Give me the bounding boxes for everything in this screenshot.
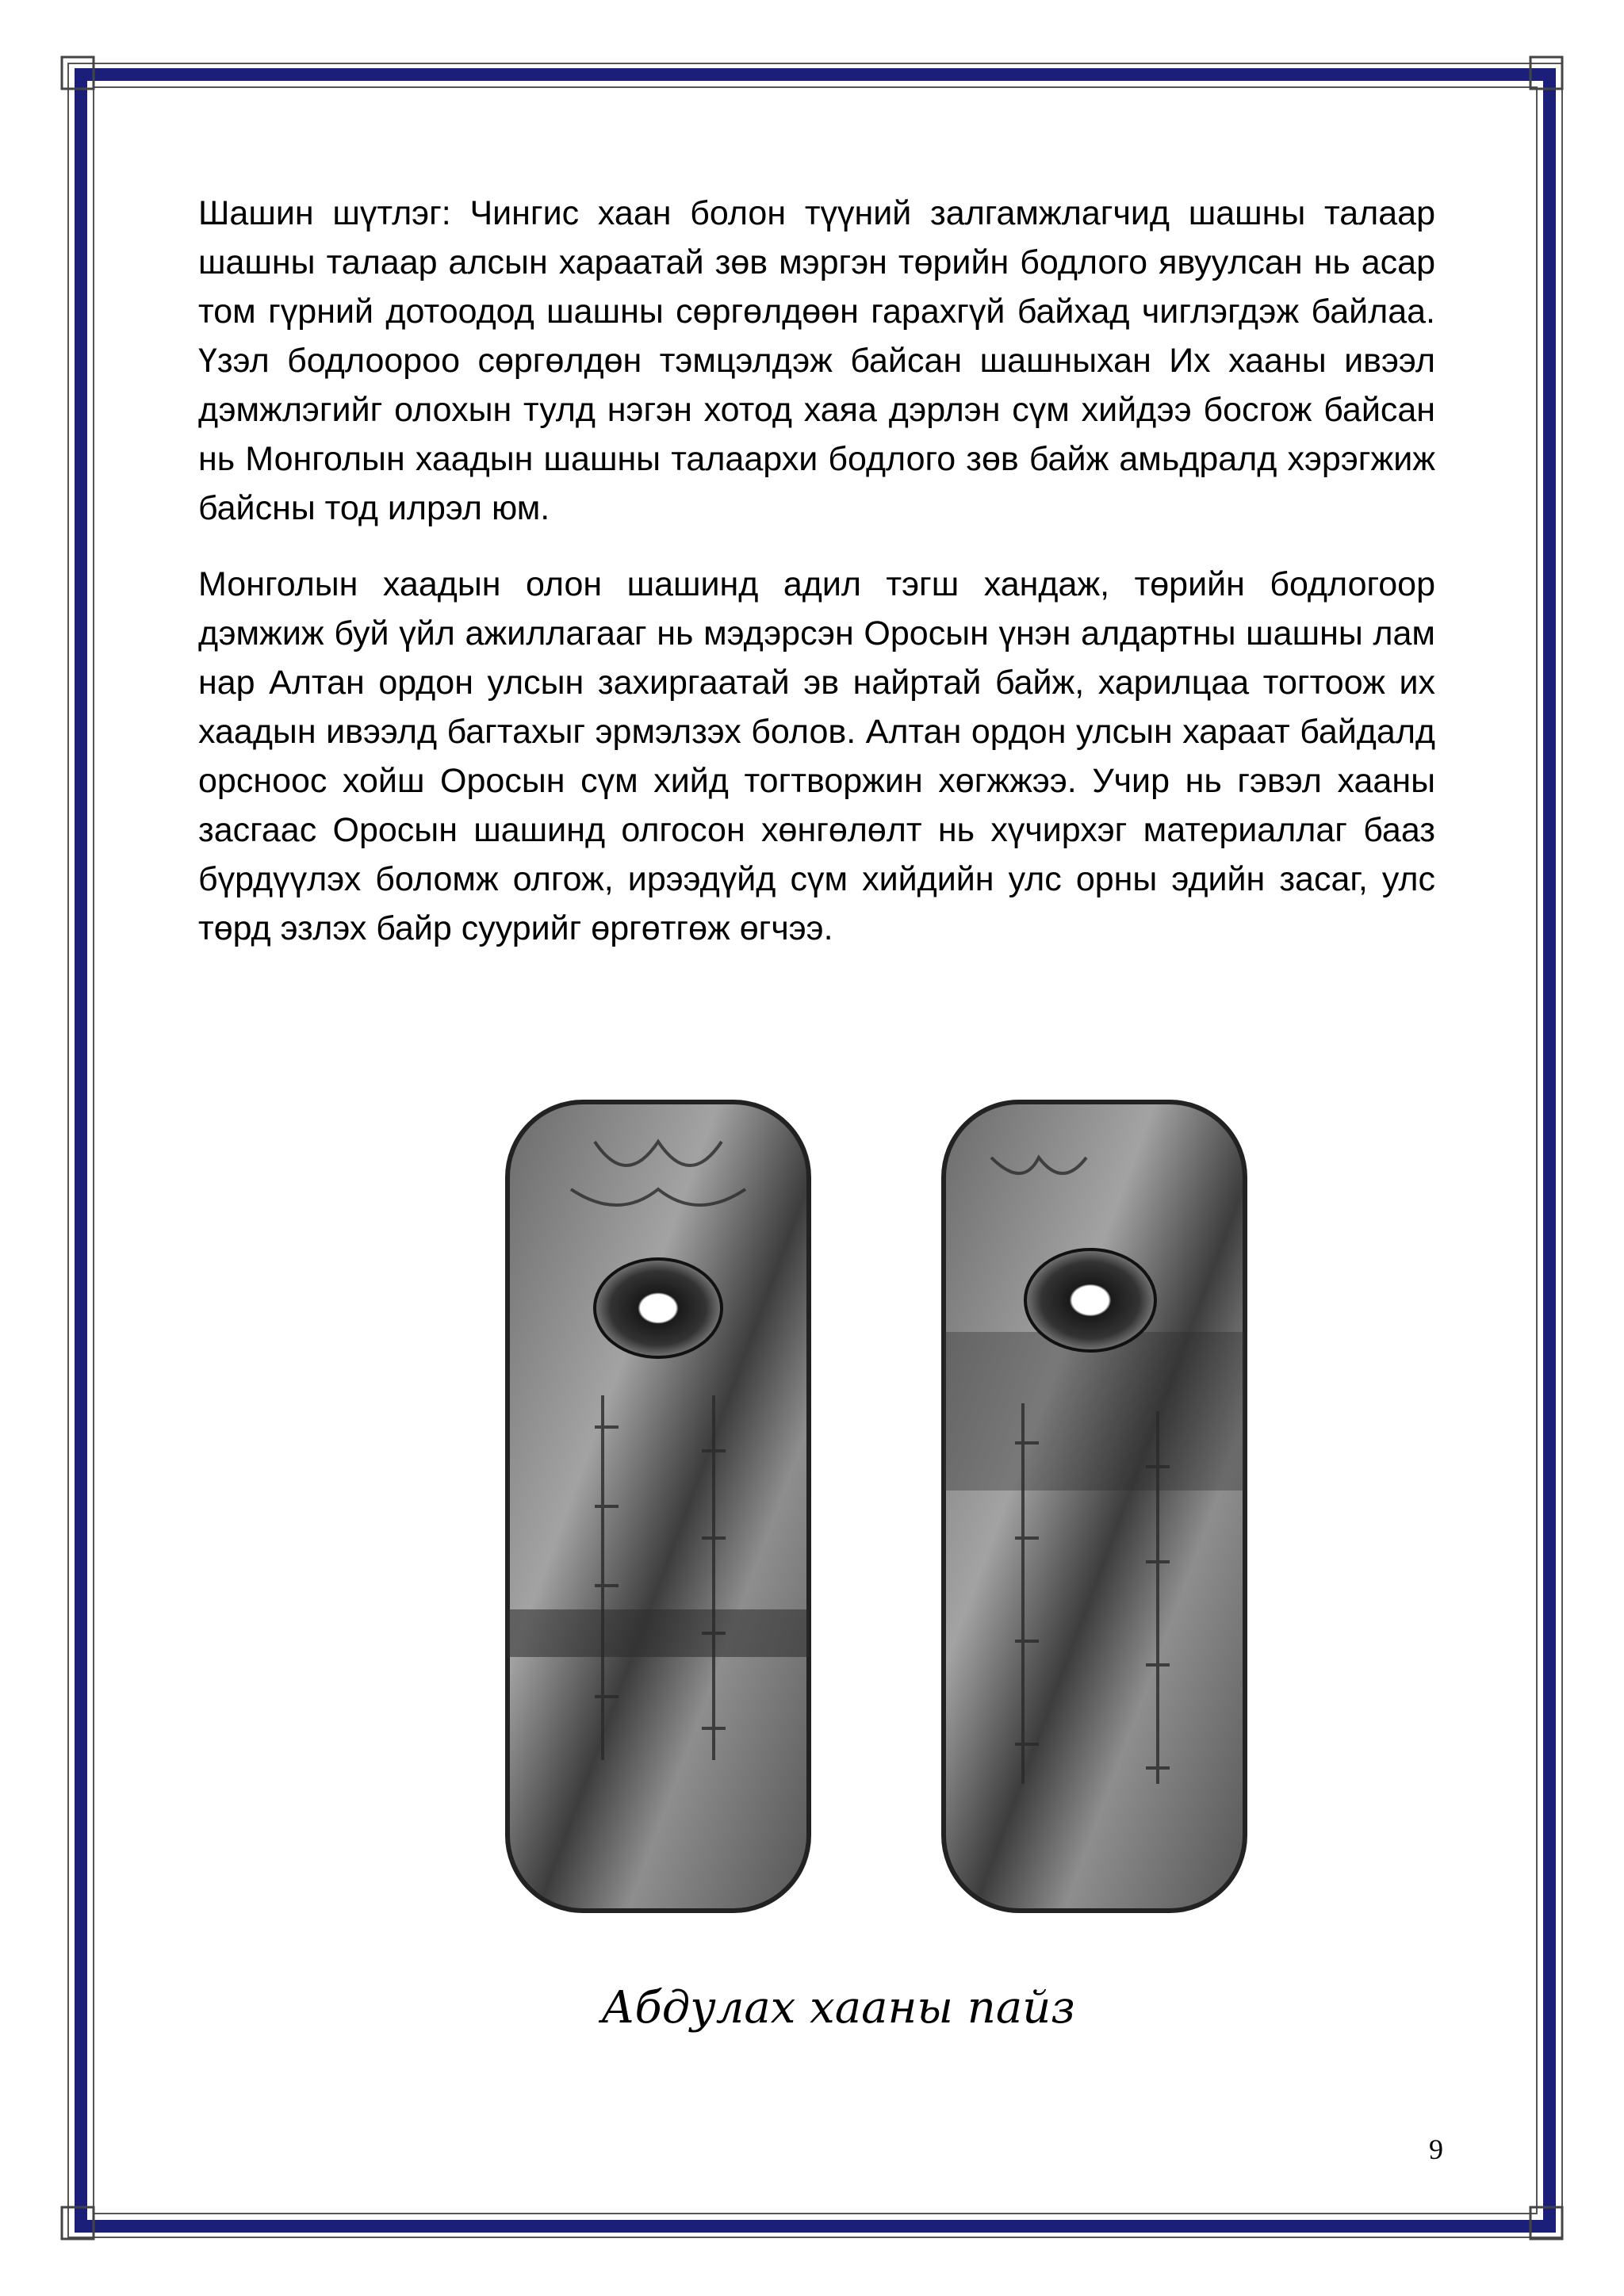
paragraph-orthodox-church: Монголын хаадын олон шашинд адил тэгш хандаж, төрийн бодлогоор дэмжиж буй үйл ажиллагааг нь мэдэрсэн Оросын үнэн алдартны шашны лам нар Алтан ордон улсын захиргаатай эв найртай байж, харилцаа тогтоож их хаадын ивээлд багтахыг эрмэлзэх болов. Алтан ордон улсын хараат байдалд орсноос хойш Оросын сүм хийд тогтворжин хөгжжээ. Учир нь гэвэл хааны засгаас Оросын шашинд олгосон хөнгөлөлт нь хүчирхэг материаллаг бааз бүрдүүлэх боломж олгож, ирээдүйд сүм хийдийн улс орны эдийн засаг, улс төрд эзлэх байр суурийг өргөтгөж өгчээ. — [198, 565, 1435, 947]
figure-caption: Абдулах хааны пайз — [601, 1982, 1075, 2034]
paiza-plaques-photo — [500, 1094, 1261, 1919]
paragraph-religion: Шашин шүтлэг: Чингис хаан болон түүний залгамжлагчид шашны талаар шашны талаар алсын хараатай зөв мэргэн төрийн бодлого явуулсан нь асар том гүрний дотоодод шашны сөргөлдөөн гарахгүй байхад чиглэгдэж байлаа. Үзэл бодлоороо сөргөлдөн тэмцэлдэж байсан шашныхан Их хааны ивээл дэмжлэгийг олохын тулд нэгэн хотод хаяа дэрлэн сүм хийдээ босгож байсан нь Монголын хаадын шашны талаархи бодлого зөв байж амьдралд хэрэгжиж байсны тод илрэл юм. — [198, 194, 1435, 527]
page-number: 9 — [1429, 2133, 1443, 2165]
main-text-block — [198, 189, 1435, 980]
left-paiza-plaque — [508, 1102, 809, 1911]
right-paiza-plaque — [944, 1102, 1245, 1911]
